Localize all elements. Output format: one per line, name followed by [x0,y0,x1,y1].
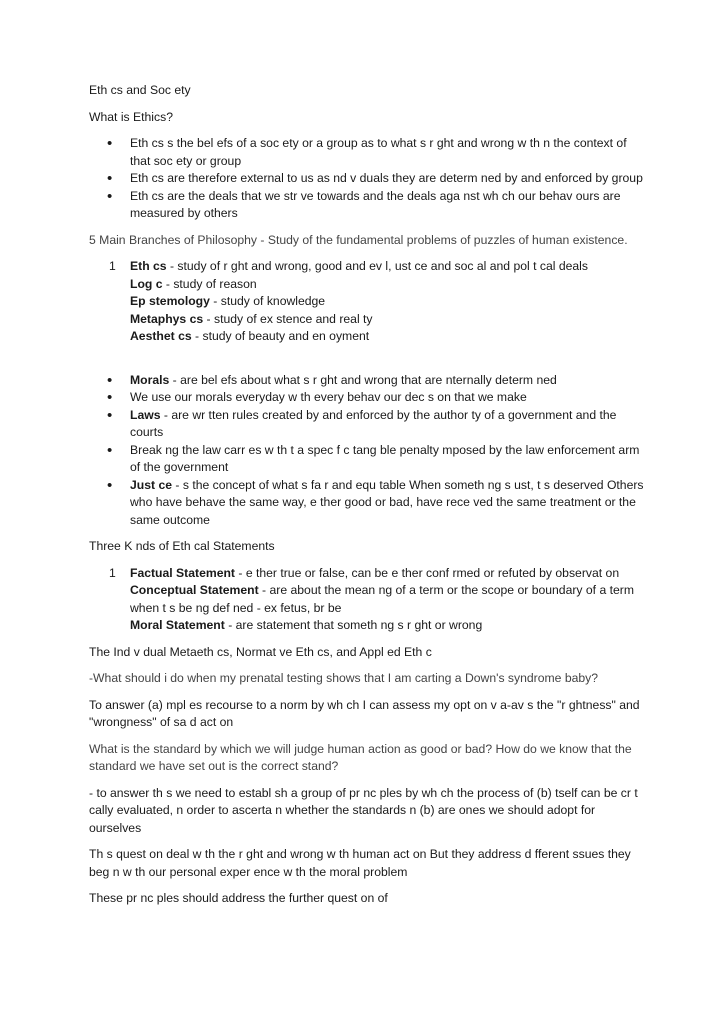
principles-paragraph: These pr nc ples should address the further quest on of [89,891,388,905]
factual-statement: Factual Statement - e ther true or false, can be e ther conf rmed or refuted by observat on [130,565,620,580]
list-item-justice: • Just ce - s the concept of what s fa r and equ table When someth ng s ust, t s deserved Others who have behave the same way, e ther good or bad, have rece ved the same treatment or the same outcome [89,477,645,530]
statements-item [89,565,645,635]
moral-statement: Moral Statement - are statement that someth ng s r ght or wrong [130,618,483,632]
conceptual-statement: Conceptual Statement - are about the mean ng of a term or the scope or boundary of a term when t s be ng def ned - ex fetus, br be [130,583,634,615]
question-deal-paragraph: Th s quest on deal w th the r ght and wrong w th human act on But they address d fferent ssues they beg n w th our personal exper ence w th the moral problem [89,847,631,879]
spacer [89,355,645,372]
list-number: 1 [109,565,116,580]
list-item: • Eth cs s the bel efs of a soc ety or a group as to what s r ght and wrong w th n the context of that soc ety or group [89,135,645,170]
branch-epistemology: Ep stemology - study of knowledge [130,294,326,308]
individual-heading: The Ind v dual Metaeth cs, Normat ve Eth cs, and Appl ed Eth c [89,644,432,659]
list-item: • Break ng the law carr es w th t a spec f c tang ble penalty mposed by the law enforcement arm of the government [89,442,645,477]
list-item: • We use our morals everyday w th every behav our dec s on that we make [89,389,645,407]
list-item-laws: • Laws - are wr tten rules created by and enforced by the author ty of a government and the courts [89,407,645,442]
kinds-heading: Three K nds of Eth cal Statements [89,539,275,553]
what-is-ethics-heading: What is Ethics? [89,109,173,124]
answer-b-paragraph: - to answer th s we need to establ sh a group of pr nc ples by wh ch the process of (b) tself can be cr t cally evaluated, n order to ascerta n whether the standards n (b) are ones we should adopt for ourselves [89,785,638,835]
branch-ethics: Eth cs - study of r ght and wrong, good and ev l, ust ce and soc al and pol t cal deals [130,259,588,273]
statements-list [89,565,645,635]
list-item: • Eth cs are therefore external to us as nd v duals they are determ ned by and enforced by group [89,170,645,188]
branch-metaphysics: Metaphys cs - study of ex stence and real ty [130,311,373,326]
document-title: Eth cs and Soc ety [89,83,191,97]
branches-heading: 5 Main Branches of Philosophy - Study of the fundamental problems of puzzles of human existence. [89,232,628,247]
list-item-morals: • Morals - are bel efs about what s r ght and wrong that are nternally determ ned [89,372,645,390]
list-item: • Eth cs are the deals that we str ve towards and the deals aga nst wh ch our behav ours are measured by others [89,188,645,223]
branch-aesthetics: Aesthet cs - study of beauty and en oyment [130,329,370,343]
answer-a-paragraph: To answer (a) mpl es recourse to a norm by wh ch I can assess my opt on v a-av s the "r ghtness" and "wrongness" of sa d act on [89,697,640,729]
morals-laws-list [89,372,645,530]
prenatal-question: -What should i do when my prenatal testing shows that I am carting a Down's syndrome baby? [89,671,599,685]
branch-logic: Log c - study of reason [130,276,257,291]
branches-list [89,258,645,346]
document-page [89,82,645,917]
branches-item [89,258,645,346]
ethics-definition-list [89,135,645,223]
list-number: 1 [109,259,116,273]
standard-question: What is the standard by which we will judge human action as good or bad? How do we know that the standard we have set out is the correct stand? [89,741,632,773]
